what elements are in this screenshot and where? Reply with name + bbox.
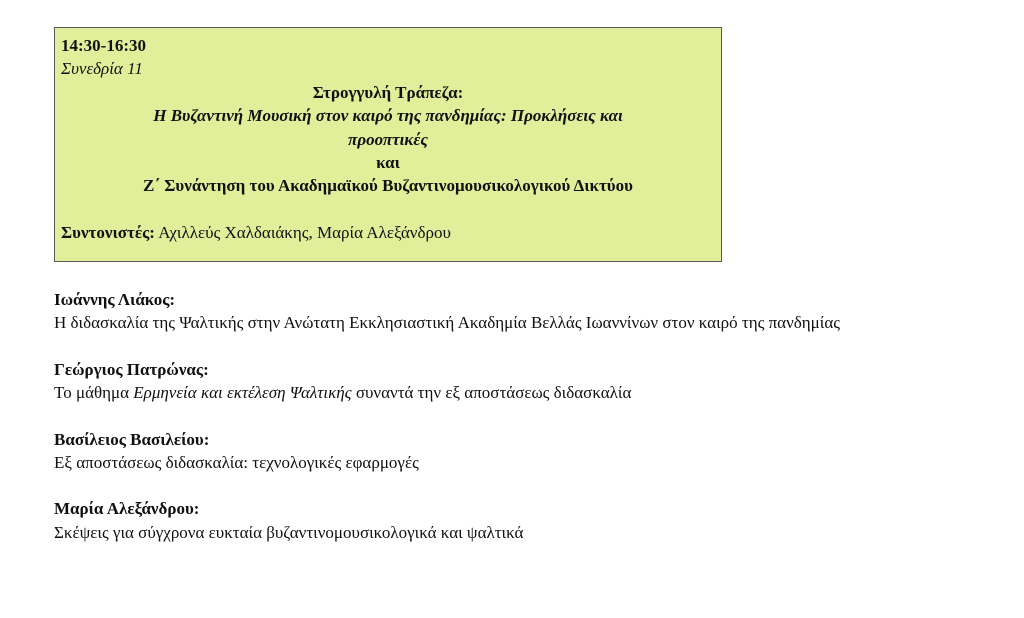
talk-item: [54, 288, 994, 335]
round-table-title-line1: Η Βυζαντινή Μουσική στον καιρό της πανδημίας: Προκλήσεις και: [153, 106, 623, 126]
conjunction: και: [376, 153, 400, 173]
round-table-label: Στρογγυλή Τράπεζα:: [312, 82, 464, 102]
talk-speaker: Μαρία Αλεξάνδρου:: [54, 499, 200, 519]
talk-item: [54, 358, 994, 405]
talk-speaker: Βασίλειος Βασιλείου:: [54, 429, 210, 449]
spacer: [61, 198, 715, 221]
talk-speaker: Ιωάννης Λιάκος:: [54, 290, 176, 309]
coordinators-label: Συντονιστές:: [61, 222, 155, 242]
talk-title-emphasis: Ερμηνεία και εκτέλεση Ψαλτικής: [133, 383, 352, 403]
session-box: [54, 27, 722, 262]
round-table-title-line2: προοπτικές: [348, 129, 428, 149]
talks-list: [54, 288, 994, 567]
talk-title: Η διδασκαλία της Ψαλτικής στην Ανώτατη Εκκλησιαστική Ακαδημία Βελλάς Ιωαννίνων στον καιρό της πανδημίας: [54, 313, 840, 333]
session-time: 14:30-16:30: [61, 36, 146, 55]
talk-item: [54, 497, 994, 544]
coordinators-names: Αχιλλεύς Χαλδαιάκης, Μαρία Αλεξάνδρου: [158, 222, 451, 242]
talk-title-post: συναντά την εξ αποστάσεως διδασκαλία: [351, 383, 632, 403]
talk-title: [54, 381, 994, 404]
session-name: Συνεδρία 11: [61, 59, 143, 79]
talk-title: Σκέψεις για σύγχρονα ευκταία βυζαντινομουσικολογικά και ψαλτικά: [54, 522, 524, 542]
talk-title-pre: Το μάθημα: [54, 383, 134, 403]
talk-item: [54, 428, 994, 475]
talk-title: Εξ αποστάσεως διδασκαλία: τεχνολογικές εφαρμογές: [54, 453, 419, 473]
talk-speaker: Γεώργιος Πατρώνας:: [54, 359, 209, 379]
coordinators-line: [61, 221, 715, 244]
meeting-title: Ζ΄ Συνάντηση του Ακαδημαϊκού Βυζαντινομουσικολογικού Δικτύου: [143, 176, 633, 196]
